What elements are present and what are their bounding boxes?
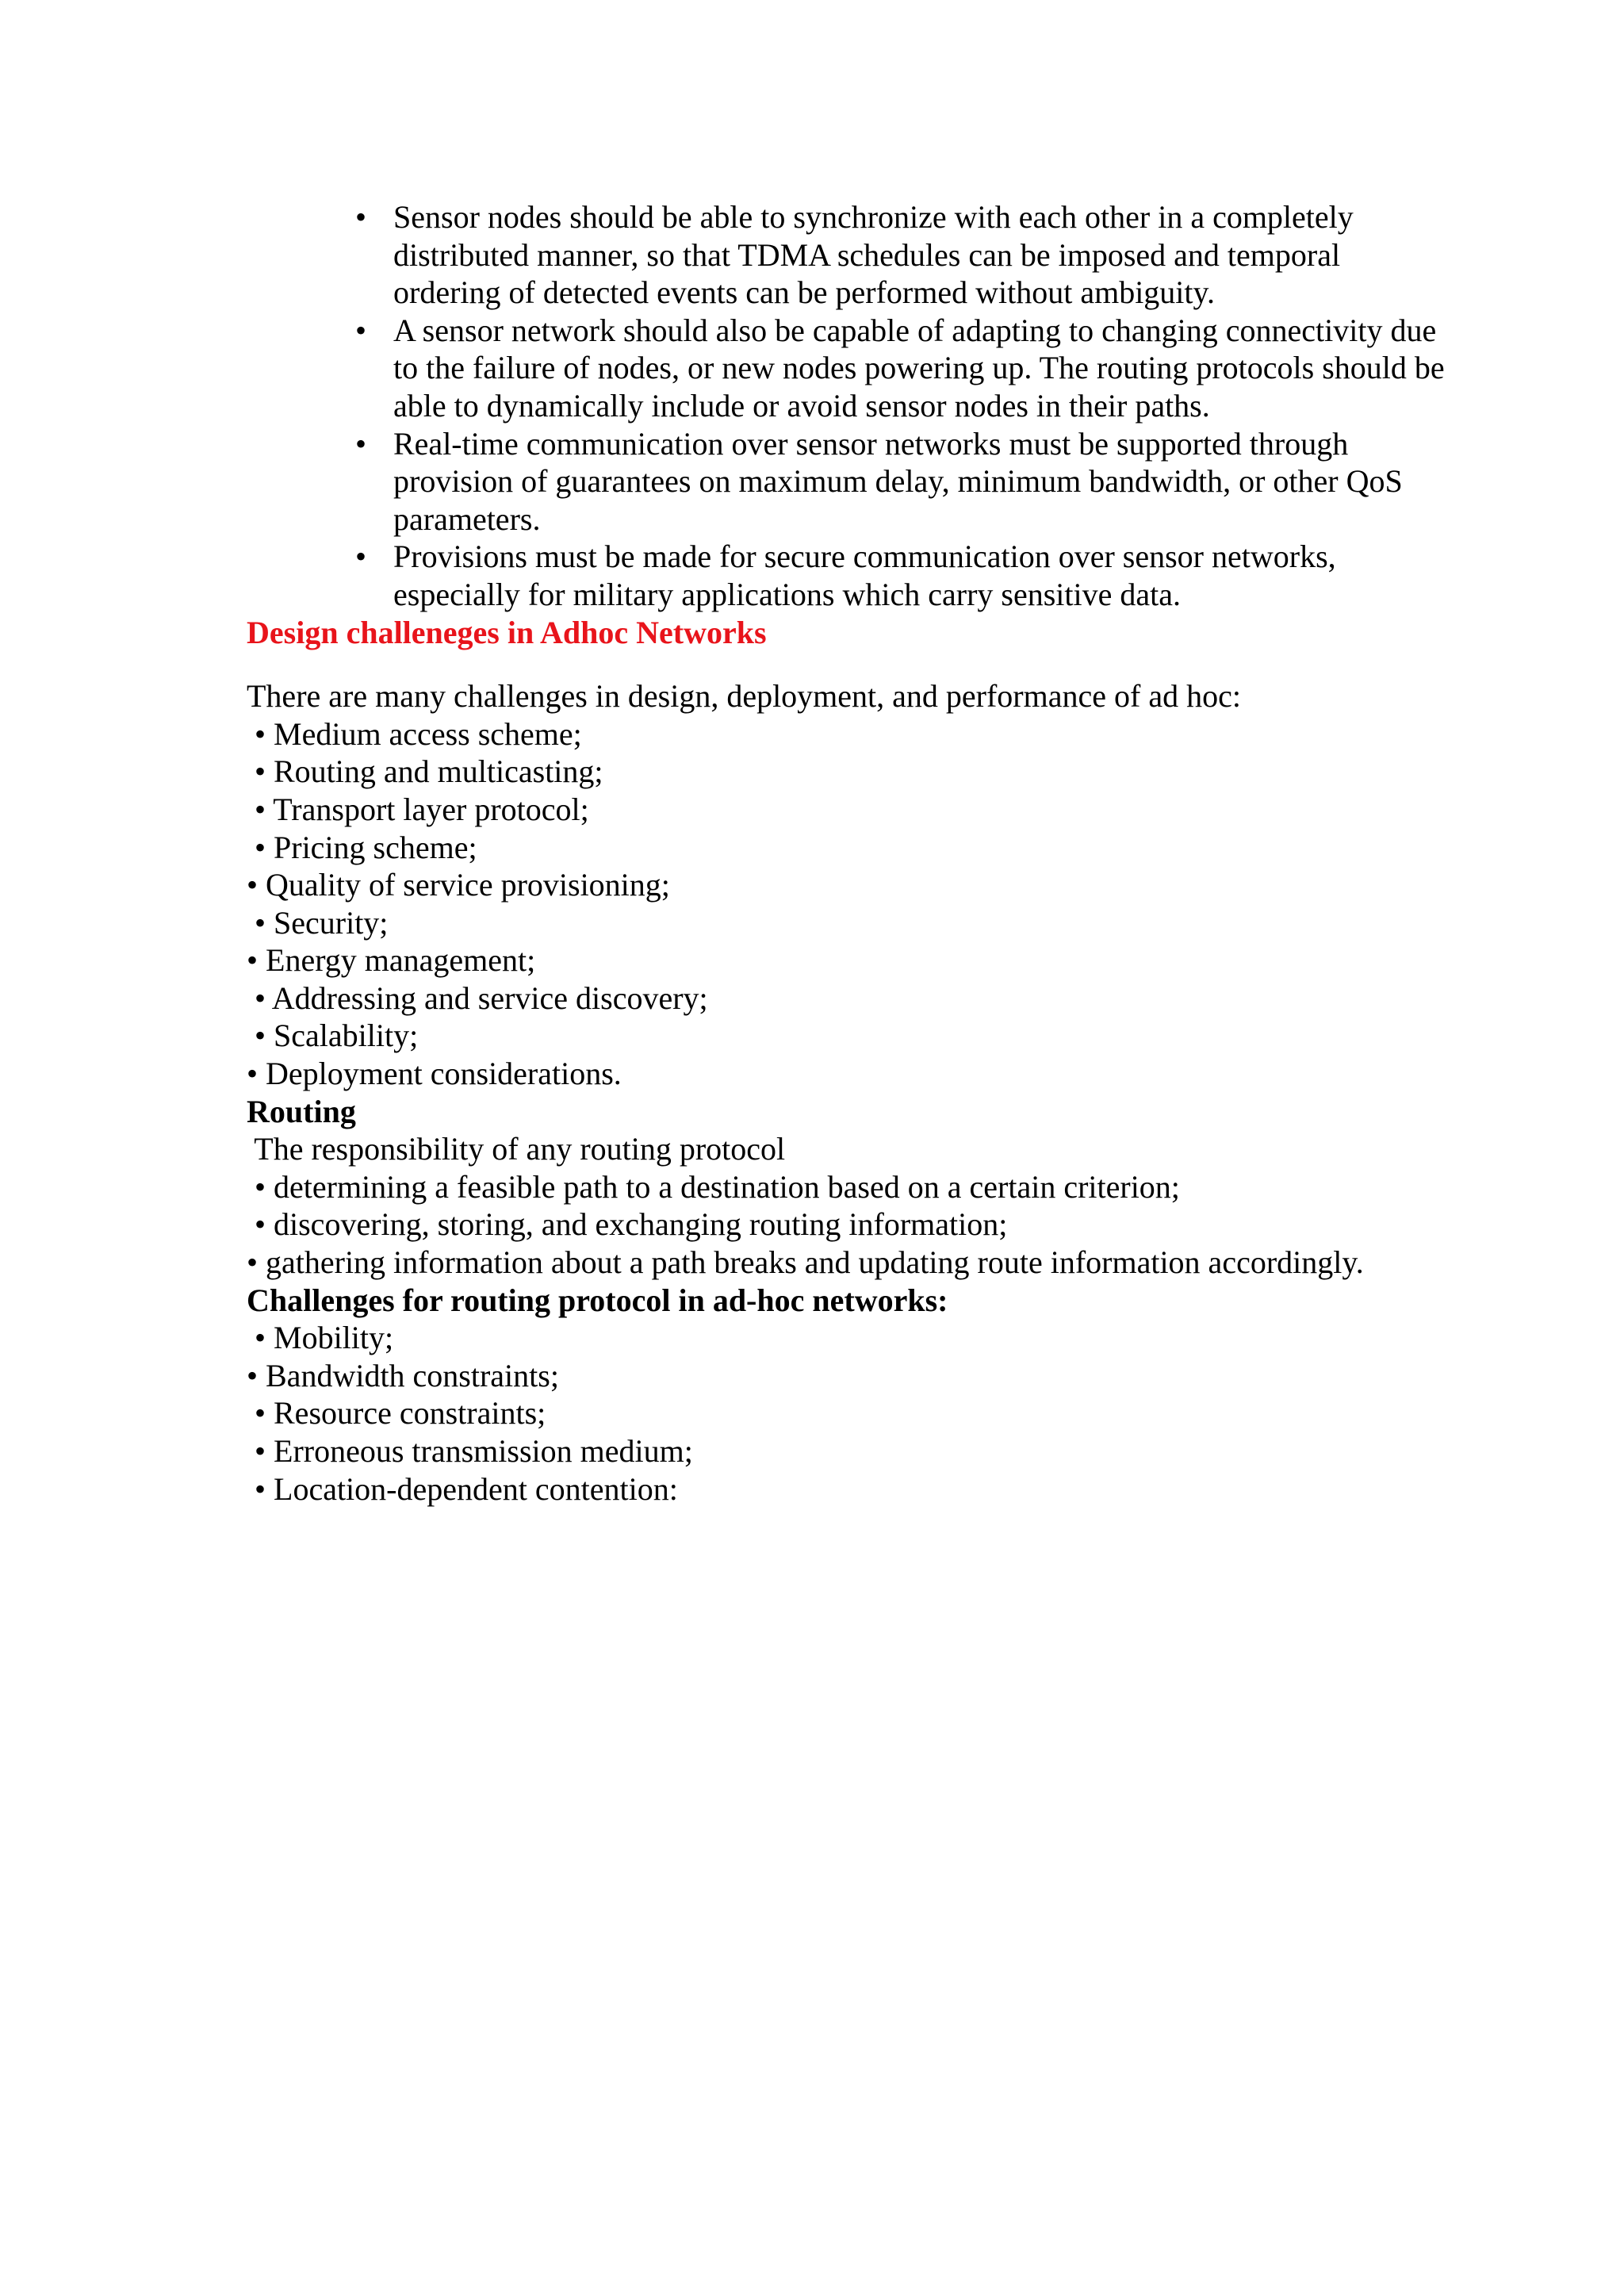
list-item: • Bandwidth constraints; [247, 1357, 559, 1393]
list-item: • Scalability; [247, 1018, 419, 1054]
list-item [247, 312, 1452, 425]
list-item: • Medium access scheme; [247, 715, 582, 752]
bullet-icon: • [354, 199, 366, 235]
list-item: • determining a feasible path to a destination based on a certain criterion; [247, 1168, 1180, 1205]
routing-challenges-list [247, 1319, 1452, 1508]
list-item-text: Sensor nodes should be able to synchronize with each other in a completely distributed manner, so that TDMA schedules can be imposed and temporal ordering of detected events can be performed without ambiguity. [393, 199, 1354, 311]
design-challenges-list [247, 715, 1452, 1093]
list-item-text: Real-time communication over sensor networks must be supported through provision of guarantees on maximum delay, minimum bandwidth, or other QoS parameters. [393, 425, 1403, 537]
routing-challenges-heading: Challenges for routing protocol in ad-hoc networks: [247, 1282, 948, 1318]
list-item: • Mobility; [247, 1320, 394, 1356]
list-item: • Routing and multicasting; [247, 753, 603, 790]
sensor-requirements-list [247, 198, 1452, 614]
list-item: • Addressing and service discovery; [247, 979, 708, 1016]
list-item: • Erroneous transmission medium; [247, 1433, 693, 1469]
spacer [247, 651, 1452, 677]
list-item: • Security; [247, 904, 389, 941]
routing-intro-paragraph: The responsibility of any routing protocol [247, 1131, 786, 1167]
bullet-icon: • [354, 312, 366, 348]
bullet-icon: • [354, 425, 366, 462]
list-item: • Energy management; [247, 942, 536, 979]
list-item [247, 198, 1452, 312]
routing-heading: Routing [247, 1093, 356, 1129]
list-item: • discovering, storing, and exchanging routing information; [247, 1206, 1008, 1243]
list-item-text: Provisions must be made for secure communication over sensor networks, especially for military applications which carry sensitive data. [393, 539, 1336, 612]
list-item: • Deployment considerations. [247, 1056, 622, 1092]
list-item [247, 425, 1452, 539]
list-item [247, 538, 1452, 613]
list-item: • Location-dependent contention: [247, 1470, 678, 1507]
list-item: • gathering information about a path breaks and updating route information accordingly. [247, 1244, 1364, 1281]
routing-responsibilities-list [247, 1168, 1452, 1282]
list-item: • Resource constraints; [247, 1395, 546, 1432]
bullet-icon: • [354, 539, 366, 575]
page-content [247, 198, 1452, 1508]
list-item-text: A sensor network should also be capable of adapting to changing connectivity due to the failure of nodes, or new nodes powering up. The routing protocols should be able to dynamically include or avoid sensor nodes in their paths. [393, 312, 1445, 424]
list-item: • Transport layer protocol; [247, 791, 589, 827]
list-item: • Quality of service provisioning; [247, 867, 670, 903]
list-item: • Pricing scheme; [247, 829, 477, 865]
design-challenges-heading: Design challeneges in Adhoc Networks [247, 614, 767, 650]
design-intro-paragraph: There are many challenges in design, deployment, and performance of ad hoc: [247, 678, 1241, 715]
